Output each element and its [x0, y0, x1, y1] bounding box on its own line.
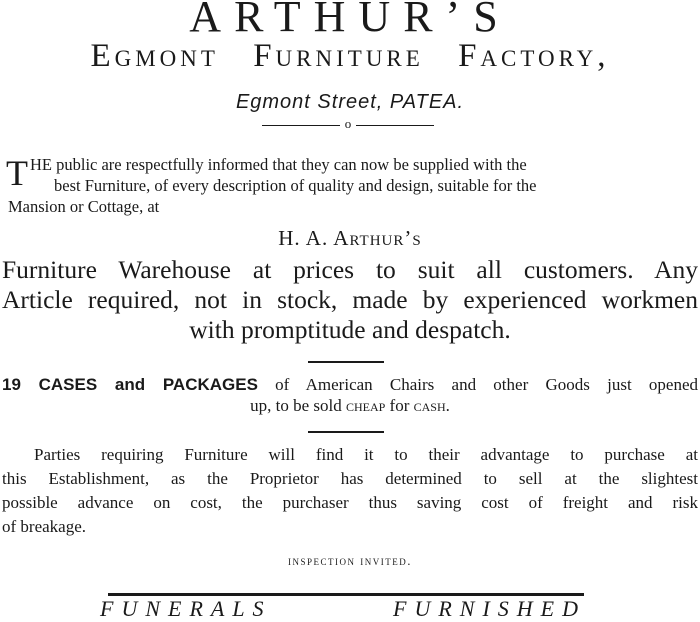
divider-rule	[308, 361, 384, 363]
proprietor-name: H. A. Arthur’s	[278, 226, 422, 250]
intro-line-1: HE public are respectfully informed that they can now be supplied with the	[30, 155, 527, 174]
cases-line-1-rest: of American Chairs and other Goods just opened	[257, 375, 698, 394]
intro-line-2: best Furniture, of every description of quality and design, suitable for the	[54, 176, 537, 195]
ornament-divider	[262, 117, 434, 133]
parties-line-1: Parties requiring Furniture will find it to their advantage to purchase at	[34, 445, 698, 464]
warehouse-line-2: Article required, not in stock, made by experienced workmen	[2, 285, 698, 314]
cases-line-2	[2, 395, 698, 416]
title: ARTHUR’S	[189, 0, 511, 41]
parties-line-4: of breakage.	[2, 517, 87, 536]
parties-paragraph	[2, 443, 698, 539]
parties-line-3: possible advance on cost, the purchaser thus saving cost of freight and risk	[2, 493, 698, 512]
cases-cash: cash.	[413, 396, 450, 415]
warehouse-line-1: Furniture Warehouse at prices to suit all customers. Any	[2, 255, 698, 284]
intro-line-3: Mansion or Cottage, at	[8, 197, 160, 216]
cases-for: for	[385, 396, 414, 415]
funerals-word-2: FURNISHED	[393, 596, 586, 621]
ornament-circle: o	[344, 116, 352, 131]
warehouse-paragraph	[2, 255, 698, 345]
cases-cheap: cheap	[345, 396, 386, 415]
cases-line-1	[2, 374, 698, 395]
subtitle: Egmont Furniture Factory,	[90, 38, 610, 74]
warehouse-line-3: with promptitude and despatch.	[189, 315, 511, 344]
inspection-notice: inspection invited.	[288, 553, 412, 568]
cases-paragraph	[2, 374, 698, 416]
intro-paragraph	[8, 154, 692, 217]
funerals-word-1: FUNERALS	[100, 596, 272, 621]
ornament-line-right	[356, 125, 434, 126]
parties-line-2: this Establishment, as the Proprietor has determined to sell at the slightest	[2, 469, 698, 488]
cases-count-label: 19 CASES and PACKAGES	[2, 375, 258, 394]
funerals-banner	[100, 596, 586, 622]
ornament-line-left	[262, 125, 340, 126]
drop-cap: T	[6, 153, 28, 193]
cases-line-2-start: up, to be sold	[250, 396, 346, 415]
divider-rule	[308, 431, 384, 433]
address: Egmont Street, PATEA.	[235, 91, 465, 113]
